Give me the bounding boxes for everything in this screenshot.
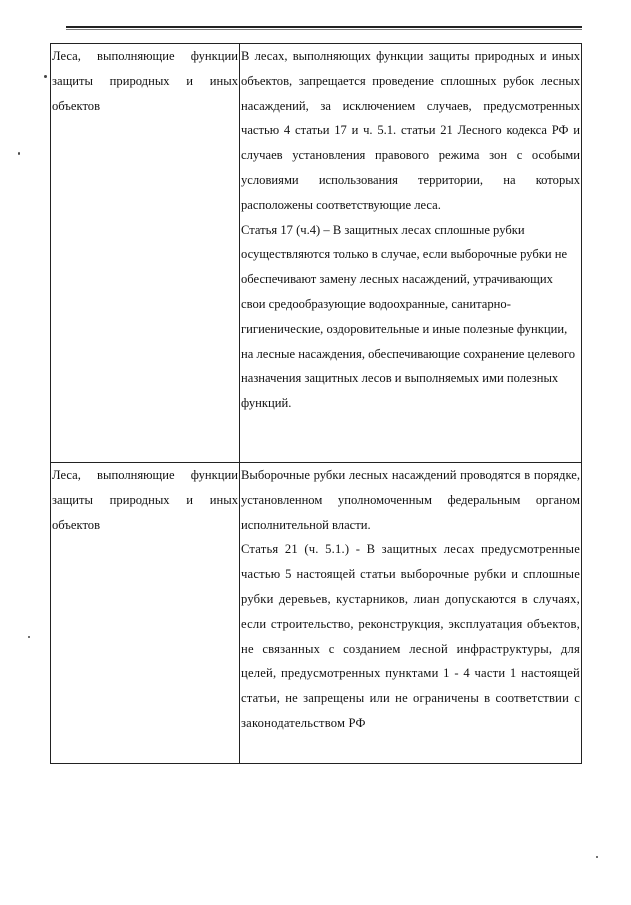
forest-category-cell (51, 44, 240, 463)
forest-category-text: Леса, выполняющие функции защиты природных и иных объектов (52, 49, 238, 113)
regulation-paragraph: Статья 17 (ч.4) – В защитных лесах сплошные рубки осуществляются только в случае, если выборочные рубки не обеспечивают замену лесных насаждений, утрачивающих свои средообразующие водоохранные, санитарно-гигиенические, оздоровительные и иные полезные функции, на лесные насаждения, обеспечивающие сохранение целевого назначения защитных лесов и выполняемых ими полезных функций. (241, 222, 576, 411)
header-rule-thin (66, 29, 582, 30)
scan-speck (596, 856, 598, 858)
table-row (51, 44, 582, 463)
scan-speck (18, 152, 20, 155)
regulation-paragraph: В лесах, выполняющих функции защиты природных и иных объектов, запрещается проведение сплошных рубок лесных насаждений, за исключением случаев, предусмотренных частью 4 статьи 17 и ч. 5.1. статьи 21 Лесного кодекса РФ и случаев установления правового режима зон с особыми условиями использования территории, на которых расположены соответствующие леса. (241, 49, 580, 212)
forest-category-text: Леса, выполняющие функции защиты природных и иных объектов (52, 468, 238, 532)
regulation-table (50, 43, 582, 764)
scan-speck (28, 636, 30, 638)
regulation-cell (240, 44, 582, 463)
table-row (51, 463, 582, 764)
scan-speck (44, 75, 47, 78)
regulation-paragraph: Выборочные рубки лесных насаждений проводятся в порядке, установленном уполномоченным федеральным органом исполнительной власти. (241, 468, 580, 532)
regulation-cell (240, 463, 582, 764)
forest-category-cell (51, 463, 240, 764)
regulation-paragraph: Статья 21 (ч. 5.1.) - В защитных лесах предусмотренные частью 5 настоящей статьи выборочные рубки и сплошные рубки деревьев, кустарников, лиан допускаются в случаях, если строительство, реконструкция, эксплуатация объектов, не связанных с созданием лесной инфраструктуры, для целей, предусмотренных пунктами 1 - 4 части 1 настоящей статьи, не запрещены или не ограничены в соответствии с законодательством РФ (241, 542, 580, 730)
header-rule (66, 26, 582, 28)
